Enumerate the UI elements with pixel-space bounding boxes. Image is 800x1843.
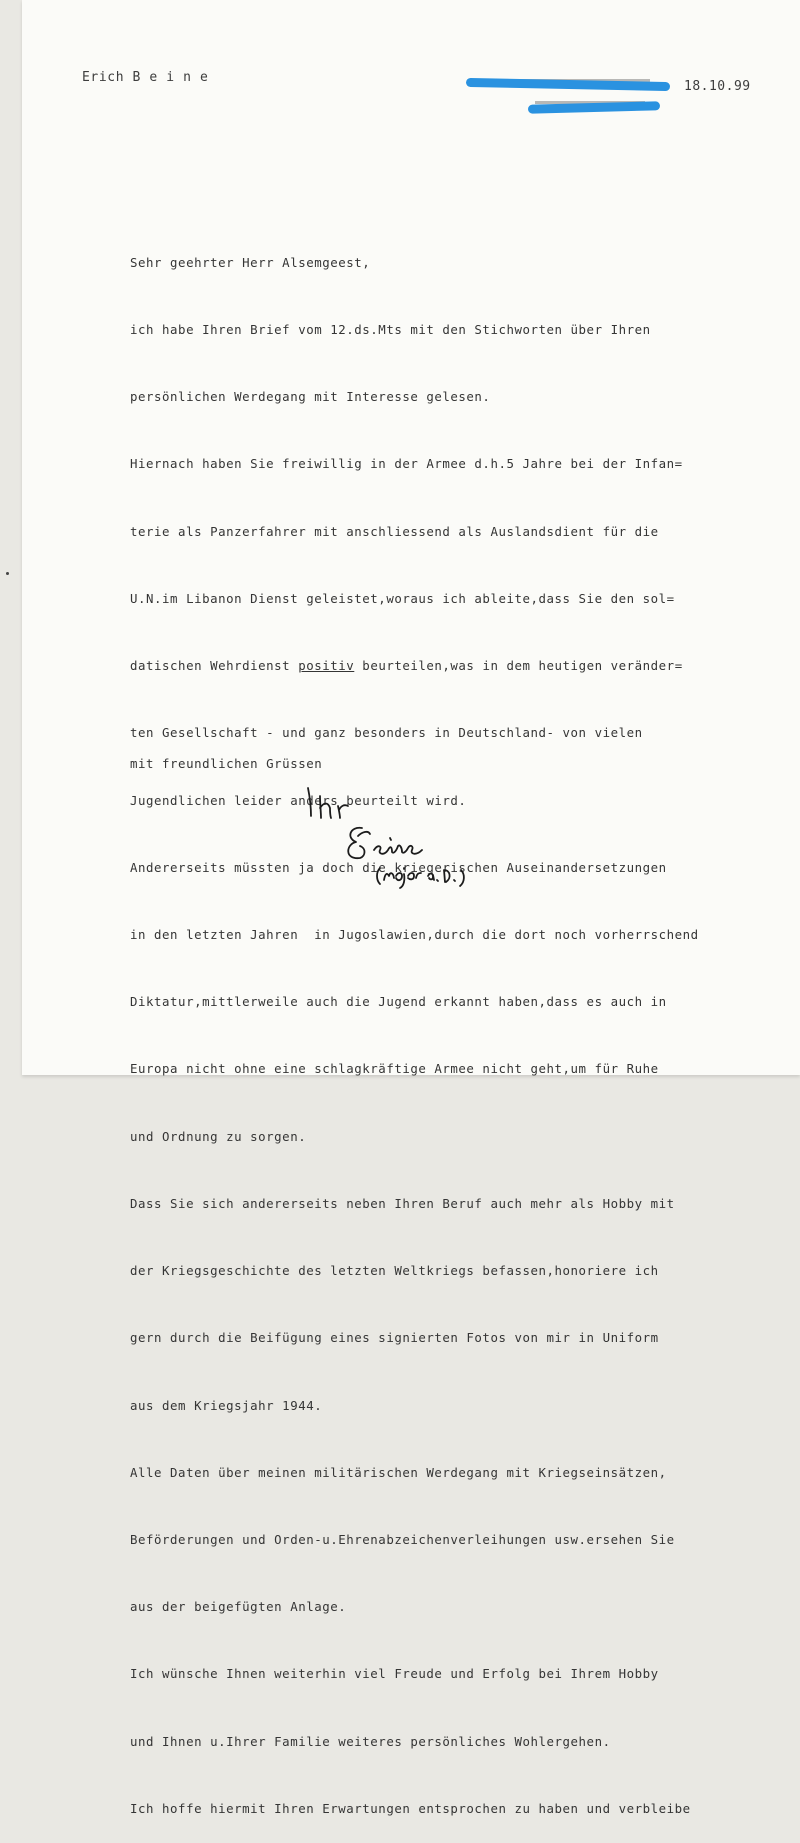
- handwritten-signature: [290, 780, 490, 919]
- closing-text: mit freundlichen Grüssen: [130, 756, 323, 771]
- body-line: U.N.im Libanon Dienst geleistet,woraus ich ableite,dass Sie den sol=: [130, 590, 675, 606]
- body-line: und Ihnen u.Ihrer Familie weiteres persönliches Wohlergehen.: [130, 1733, 611, 1749]
- signature-drawing: [290, 780, 490, 915]
- body-line: Alle Daten über meinen militärischen Werdegang mit Kriegseinsätzen,: [130, 1464, 667, 1480]
- body-line: Ich hoffe hiermit Ihren Erwartungen entsprochen zu haben und verbleibe: [130, 1800, 691, 1816]
- body-line: Diktatur,mittlerweile auch die Jugend erkannt haben,dass es auch in: [130, 994, 667, 1010]
- body-line: aus der beigefügten Anlage.: [130, 1599, 347, 1615]
- body-line: ich habe Ihren Brief vom 12.ds.Mts mit den Stichworten über Ihren: [130, 322, 651, 338]
- body-line: Jugendlichen leider anders beurteilt wird.: [130, 792, 467, 808]
- body-line: Ich wünsche Ihnen weiterhin viel Freude und Erfolg bei Ihrem Hobby: [130, 1666, 659, 1682]
- body-line: Hiernach haben Sie freiwillig in der Armee d.h.5 Jahre bei der Infan=: [130, 456, 683, 472]
- letter-date: 18.10.99: [684, 79, 751, 94]
- body-line: ten Gesellschaft - und ganz besonders in Deutschland- von vielen: [130, 725, 643, 741]
- salutation: Sehr geehrter Herr Alsemgeest,: [130, 254, 371, 270]
- body-line: gern durch die Beifügung eines signierten Fotos von mir in Uniform: [130, 1330, 659, 1346]
- body-line: aus dem Kriegsjahr 1944.: [130, 1397, 323, 1413]
- body-line: Europa nicht ohne eine schlagkräftige Armee nicht geht,um für Ruhe: [130, 1061, 659, 1077]
- body-line: Dass Sie sich andererseits neben Ihren Beruf auch mehr als Hobby mit: [130, 1195, 675, 1211]
- sender-name: Erich B e i n e: [82, 70, 209, 85]
- body-line-with-underlined-word: datischen Wehrdienst positiv beurteilen,was in dem heutigen veränder=: [130, 658, 683, 674]
- body-line: Beförderungen und Orden-u.Ehrenabzeichenverleihungen usw.ersehen Sie: [130, 1531, 675, 1547]
- body-line: Andererseits müssten ja doch die kriegerischen Auseinandersetzungen: [130, 859, 667, 875]
- body-line: in den letzten Jahren in Jugoslawien,durch die dort noch vorherrschend: [130, 927, 699, 942]
- body-line: persönlichen Werdegang mit Interesse gelesen.: [130, 389, 491, 405]
- stray-mark: [6, 572, 9, 575]
- body-line: der Kriegsgeschichte des letzten Weltkriegs befassen,honoriere ich: [130, 1263, 659, 1279]
- letter-body: [130, 207, 770, 1843]
- body-line: terie als Panzerfahrer mit anschliessend als Auslandsdient für die: [130, 523, 659, 539]
- body-line: und Ordnung zu sorgen.: [130, 1128, 307, 1144]
